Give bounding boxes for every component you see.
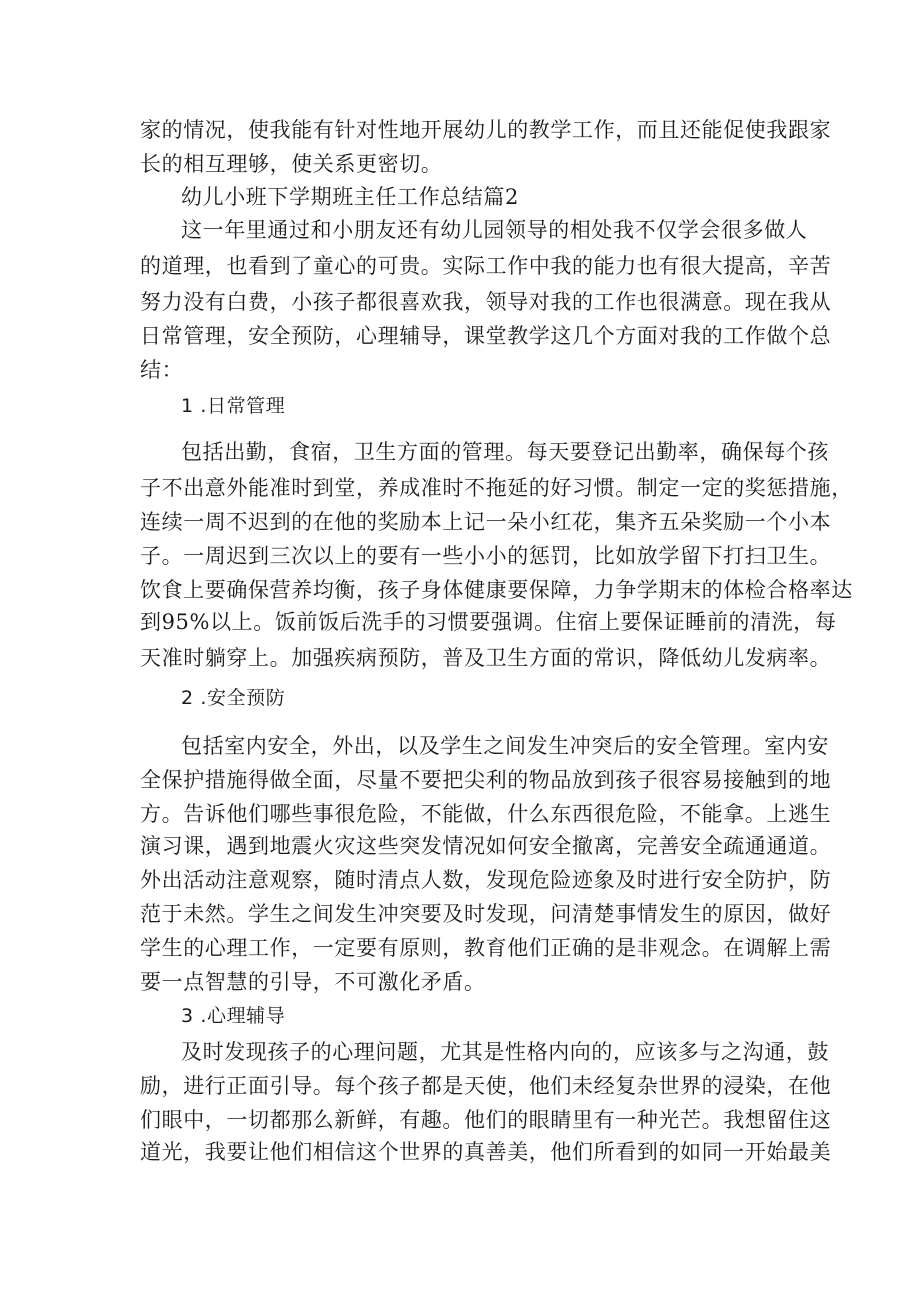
text-line: 家的情况，使我能有针对性地开展幼儿的教学工作，而且还能促使我跟家 — [140, 118, 832, 142]
text-line: 到95%以上。饭前饭后洗手的习惯要强调。住宿上要保证睡前的清洗，每 — [140, 610, 837, 634]
text-line: 子。一周迟到三次以上的要有一些小小的惩罚，比如放学留下打扫卫生。 — [140, 544, 832, 568]
section-heading-psychological-counseling: 3 .心理辅导 — [181, 1005, 286, 1027]
text-line: 全保护措施得做全面，尽量不要把尖利的物品放到孩子很容易接触到的地 — [140, 768, 832, 792]
text-line: 演习课，遇到地震火灾这些突发情况如何安全撤离，完善安全疏通通道。 — [140, 834, 832, 858]
text-line: 饮食上要确保营养均衡，孩子身体健康要保障，力争学期末的体检合格率达 — [140, 578, 853, 602]
text-line: 们眼中，一切都那么新鲜，有趣。他们的眼睛里有一种光芒。我想留住这 — [140, 1108, 832, 1132]
text-line: 范于未然。学生之间发生冲突要及时发现，问清楚事情发生的原因，做好 — [140, 902, 832, 926]
text-line: 道光，我要让他们相信这个世界的真善美，他们所看到的如同一开始最美 — [140, 1140, 832, 1164]
text-line: 这一年里通过和小朋友还有幼儿园领导的相处我不仅学会很多做人 — [181, 218, 808, 242]
text-line: 学生的心理工作，一定要有原则，教育他们正确的是非观念。在调解上需 — [140, 936, 832, 960]
article-title: 幼儿小班下学期班主任工作总结篇2 — [181, 185, 519, 209]
section-heading-safety-prevention: 2 .安全预防 — [181, 687, 286, 709]
text-line: 的道理，也看到了童心的可贵。实际工作中我的能力也有很大提高，辛苦 — [140, 254, 832, 278]
text-line: 励，进行正面引导。每个孩子都是天使，他们未经复杂世界的浸染，在他 — [140, 1074, 832, 1098]
text-line: 天准时躺穿上。加强疾病预防，普及卫生方面的常识，降低幼儿发病率。 — [140, 646, 832, 670]
text-line: 外出活动注意观察，随时清点人数，发现危险迹象及时进行安全防护，防 — [140, 868, 832, 892]
text-line: 子不出意外能准时到堂，养成准时不拖延的好习惯。制定一定的奖惩措施， — [140, 476, 853, 500]
text-line: 及时发现孩子的心理问题，尤其是性格内向的，应该多与之沟通，鼓 — [181, 1040, 829, 1064]
text-line: 长的相互理够，使关系更密切。 — [140, 152, 443, 176]
section-heading-daily-management: 1 .日常管理 — [181, 395, 286, 417]
text-line: 要一点智慧的引导，不可激化矛盾。 — [140, 970, 486, 994]
text-line: 包括出勤，食宿，卫生方面的管理。每天要登记出勤率，确保每个孩 — [181, 440, 829, 464]
text-line: 包括室内安全，外出，以及学生之间发生冲突后的安全管理。室内安 — [181, 734, 829, 758]
text-line: 日常管理，安全预防，心理辅导，课堂教学这几个方面对我的工作做个总 — [140, 324, 832, 348]
text-line: 方。告诉他们哪些事很危险，不能做，什么东西很危险，不能拿。上逃生 — [140, 802, 832, 826]
text-line: 努力没有白费，小孩子都很喜欢我，领导对我的工作也很满意。现在我从 — [140, 290, 832, 314]
text-line: 连续一周不迟到的在他的奖励本上记一朵小红花，集齐五朵奖励一个小本 — [140, 510, 832, 534]
text-line: 结： — [140, 358, 184, 382]
